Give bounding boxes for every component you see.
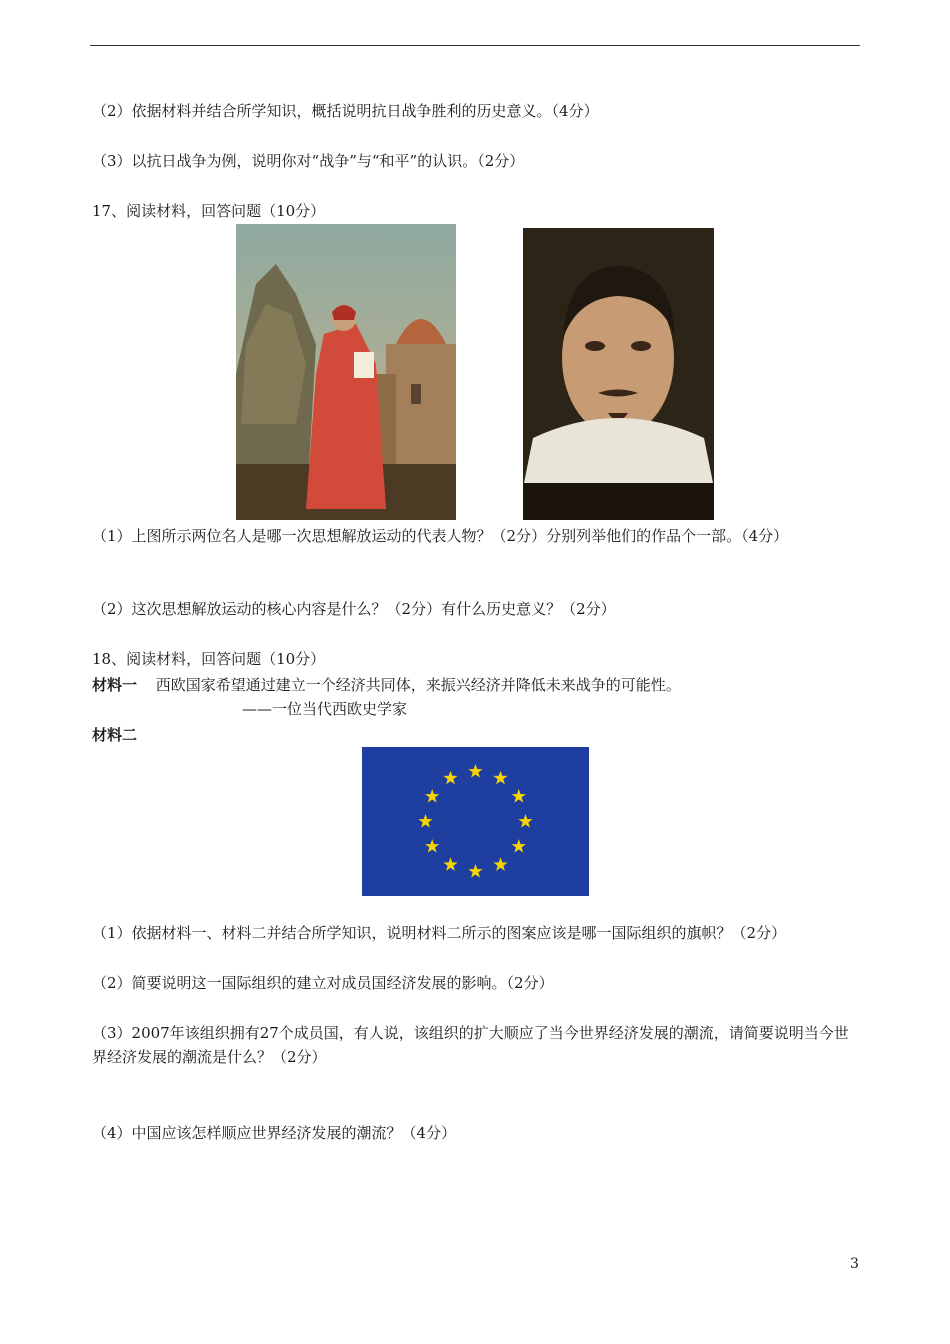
- q17-part2: （2）这次思想解放运动的核心内容是什么？（2分）有什么历史意义？（2分）: [92, 600, 616, 618]
- dante-painting-image: [236, 224, 456, 520]
- material-one-source: ——一位当代西欧史学家: [242, 700, 408, 718]
- material-one-text: 西欧国家希望通过建立一个经济共同体，来振兴经济并降低未来战争的可能性。: [155, 676, 681, 694]
- eu-flag-image: [362, 747, 589, 896]
- q18-part2: （2）简要说明这一国际组织的建立对成员国经济发展的影响。（2分）: [92, 974, 554, 992]
- q18-part3: （3）2007年该组织拥有27个成员国，有人说，该组织的扩大顺应了当今世界经济发展的潮流，请简要说明当今世界经济发展的潮流是什么？（2分）: [92, 1024, 849, 1066]
- material-one-label: 材料一: [92, 676, 138, 694]
- q16-part3: （3）以抗日战争为例，说明你对“战争”与“和平”的认识。（2分）: [92, 152, 525, 170]
- q16-part2: （2）依据材料并结合所学知识，概括说明抗日战争胜利的历史意义。（4分）: [92, 102, 599, 120]
- q17-title: 17、阅读材料，回答问题（10分）: [92, 202, 326, 220]
- header-rule: [90, 45, 860, 46]
- page-number: 3: [850, 1256, 859, 1272]
- material-two-label: 材料二: [92, 726, 138, 744]
- q17-part1: （1）上图所示两位名人是哪一次思想解放运动的代表人物？（2分）分别列举他们的作品个一部。（4分）: [92, 527, 789, 545]
- q18-title: 18、阅读材料，回答问题（10分）: [92, 650, 326, 668]
- q18-part4: （4）中国应该怎样顺应世界经济发展的潮流？（4分）: [92, 1124, 457, 1142]
- material-one: [92, 674, 681, 696]
- q18-part1: （1）依据材料一、材料二并结合所学知识，说明材料二所示的图案应该是哪一国际组织的旗帜？（2分）: [92, 924, 787, 942]
- shakespeare-portrait-image: [523, 228, 714, 520]
